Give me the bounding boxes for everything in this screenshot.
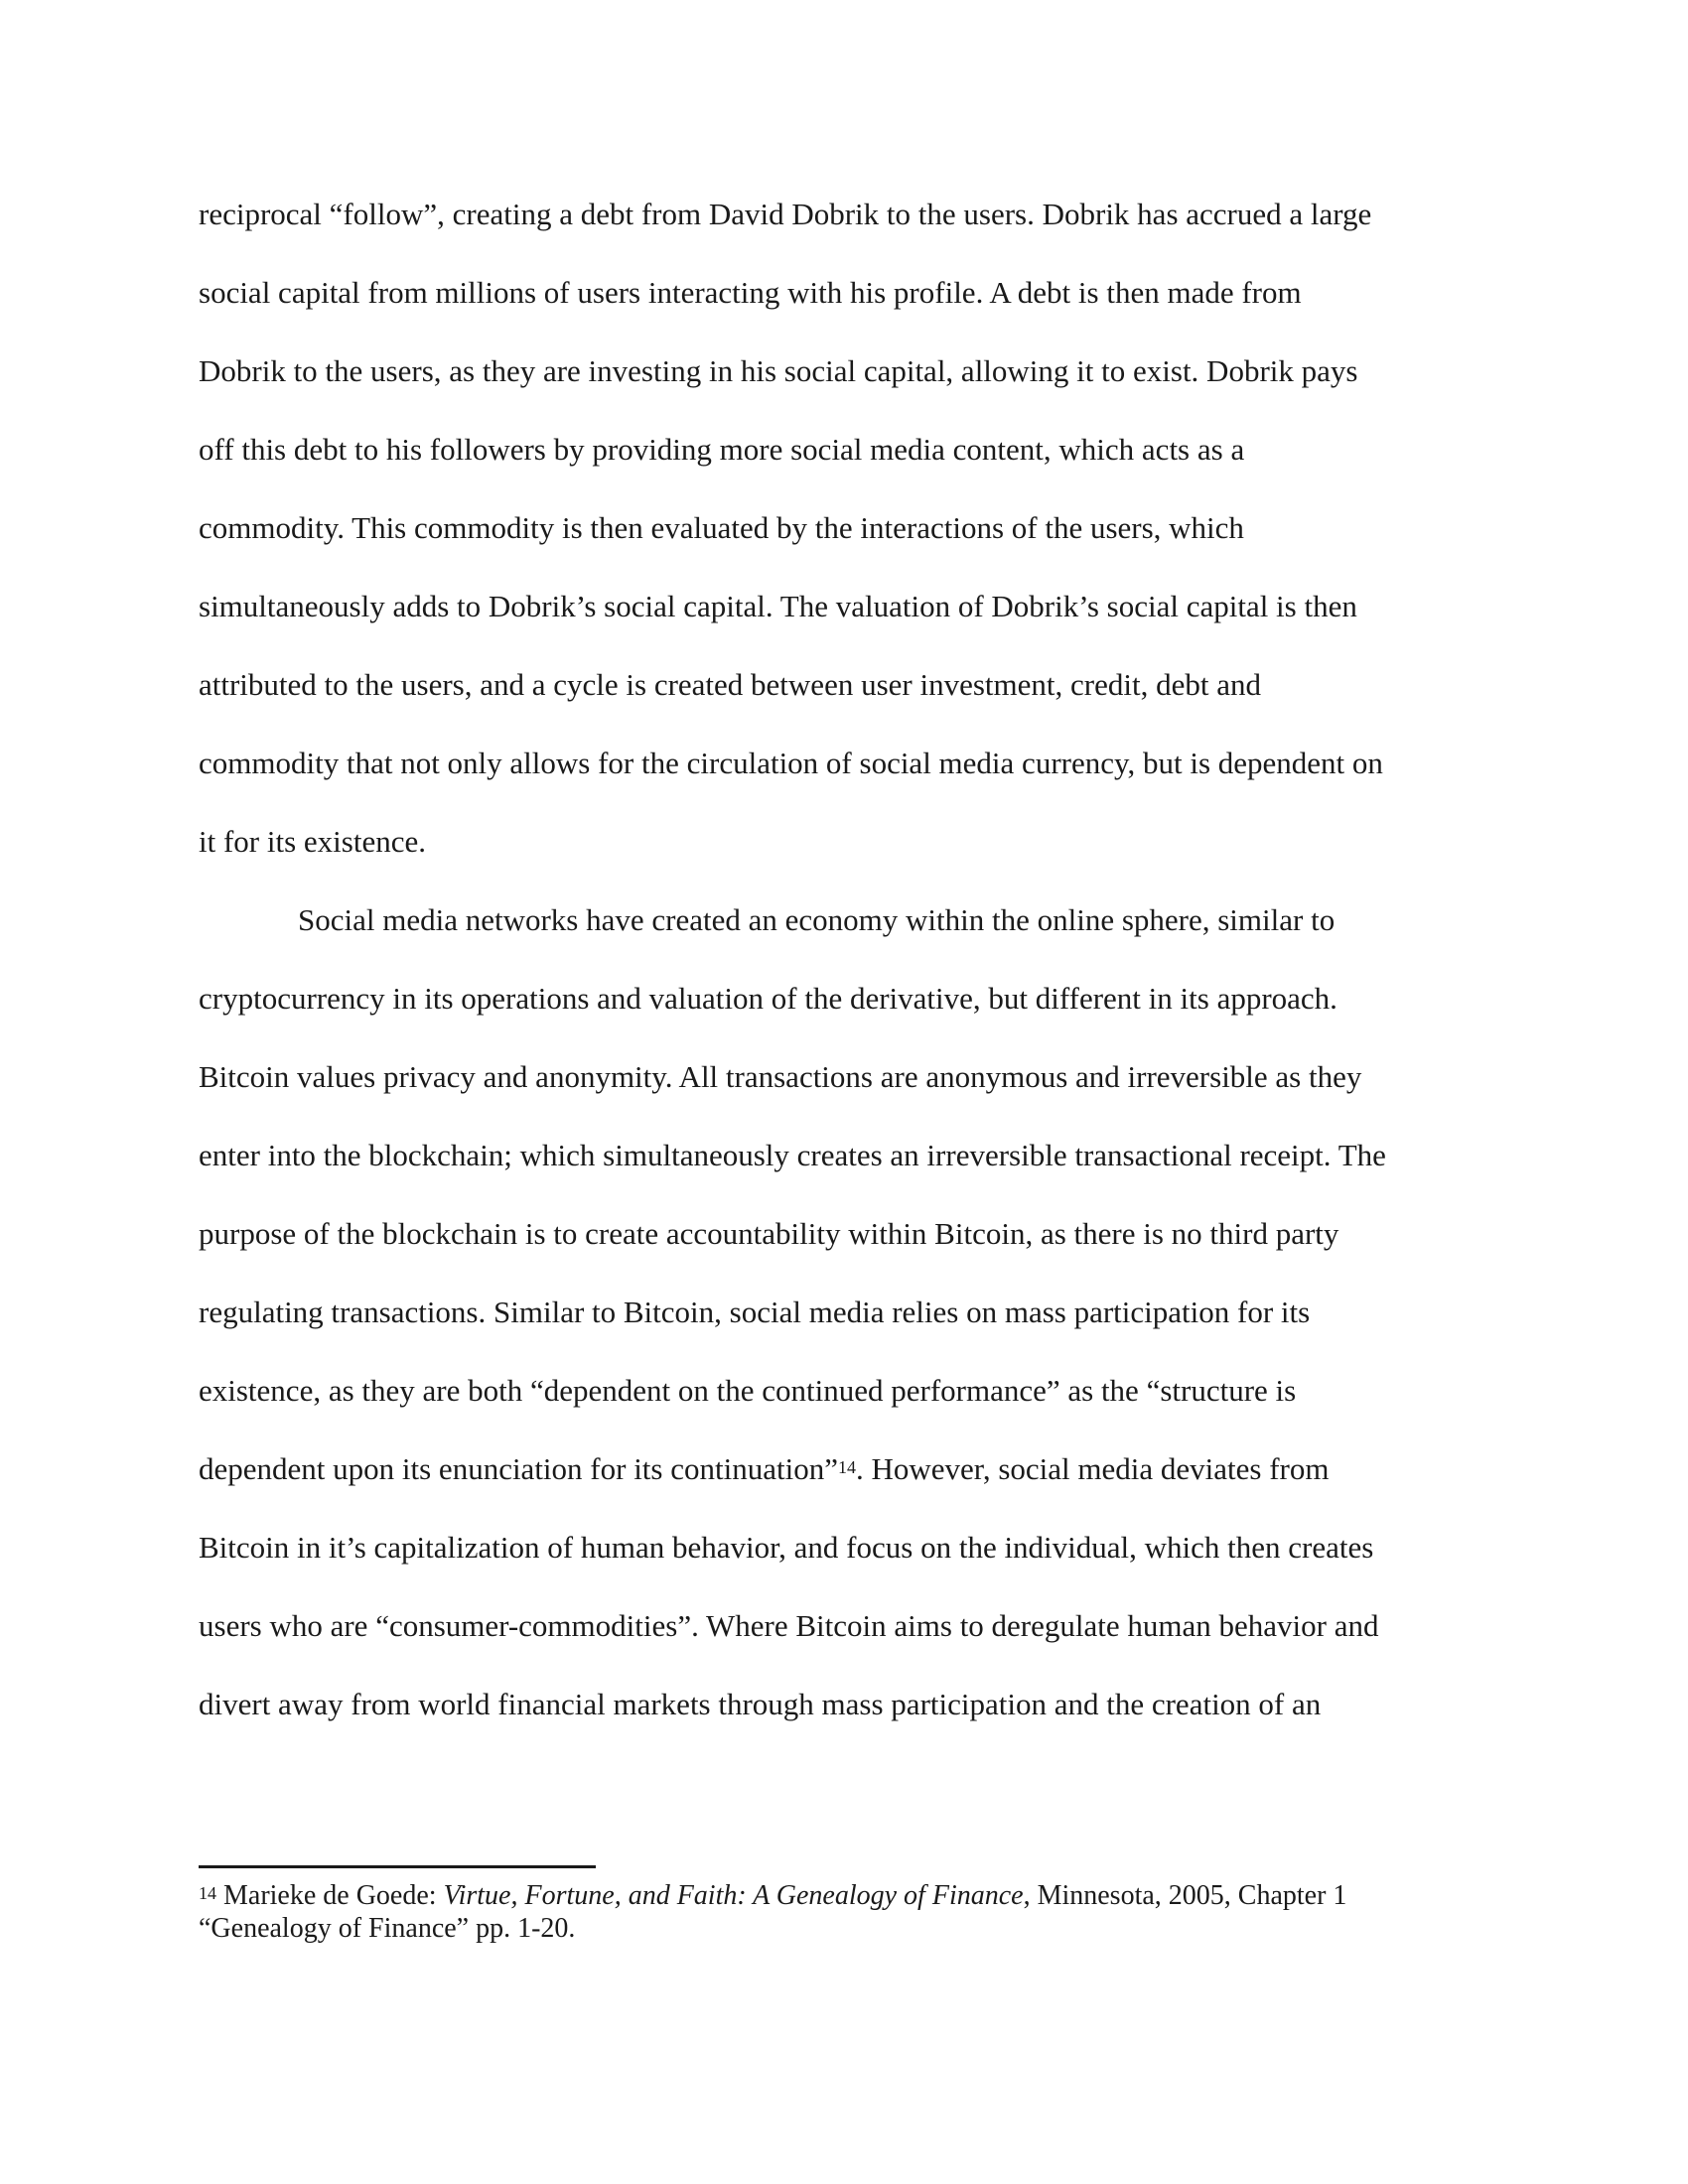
paragraph-1-line-6: simultaneously adds to Dobrik’s social capital. The valuation of Dobrik’s social capital is then — [199, 589, 1357, 623]
paragraph-1-line-2: social capital from millions of users interacting with his profile. A debt is then made from — [199, 275, 1302, 310]
paragraph-2-line-2: cryptocurrency in its operations and valuation of the derivative, but different in its approach. — [199, 981, 1337, 1016]
footnote-book-title: Virtue, Fortune, and Faith: A Genealogy of Finance — [443, 1880, 1024, 1911]
footnote-author: Marieke de Goede: — [216, 1880, 444, 1911]
footnote-reference[interactable]: 14 — [837, 1457, 856, 1477]
citation-continuation: . However, social media deviates from — [855, 1451, 1330, 1486]
paragraph-1-line-1: reciprocal “follow”, creating a debt from David Dobrik to the users. Dobrik has accrued a large — [199, 197, 1372, 231]
paragraph-1-line-4: off this debt to his followers by providing more social media content, which acts as a — [199, 432, 1245, 467]
footnote-divider — [199, 1865, 596, 1868]
paragraph-2-line-9: Bitcoin in it’s capitalization of human behavior, and focus on the individual, which then creates — [199, 1530, 1374, 1565]
paragraph-2-line-1: Social media networks have created an economy within the online sphere, similar to — [298, 902, 1336, 937]
paragraph-2-line-7: existence, as they are both “dependent on the continued performance” as the “structure is — [199, 1373, 1297, 1408]
paragraph-2-line-11: divert away from world financial markets through mass participation and the creation of an — [199, 1687, 1322, 1721]
paragraph-1-line-3: Dobrik to the users, as they are investing in his social capital, allowing it to exist. Dobrik pays — [199, 353, 1358, 388]
footnote-line-2: “Genealogy of Finance” pp. 1-20. — [199, 1913, 576, 1944]
footnote-line-1 — [199, 1879, 1489, 1912]
paragraph-2-line-5: purpose of the blockchain is to create accountability within Bitcoin, as there is no third party — [199, 1216, 1339, 1251]
paragraph-2-line-4: enter into the blockchain; which simultaneously creates an irreversible transactional receipt. The — [199, 1138, 1386, 1172]
paragraph-2-line-10: users who are “consumer-commodities”. Where Bitcoin aims to deregulate human behavior and — [199, 1608, 1379, 1643]
footnote-number: 14 — [199, 1883, 216, 1903]
paragraph-2-line-6: regulating transactions. Similar to Bitcoin, social media relies on mass participation for its — [199, 1295, 1311, 1329]
footnote — [199, 1879, 1489, 1945]
paragraph-1-line-5: commodity. This commodity is then evaluated by the interactions of the users, which — [199, 510, 1244, 545]
citation-text: dependent upon its enunciation for its continuation” — [199, 1451, 838, 1486]
paragraph-2-line-3: Bitcoin values privacy and anonymity. All transactions are anonymous and irreversible as they — [199, 1059, 1362, 1094]
paragraph-1-line-7: attributed to the users, and a cycle is created between user investment, credit, debt and — [199, 667, 1261, 702]
paragraph-1-line-8: commodity that not only allows for the circulation of social media currency, but is dependent on — [199, 746, 1383, 780]
footnote-details: , Minnesota, 2005, Chapter 1 — [1023, 1880, 1347, 1911]
paragraph-1-line-9: it for its existence. — [199, 824, 426, 859]
paragraph-2-line-8 — [199, 1449, 1329, 1489]
